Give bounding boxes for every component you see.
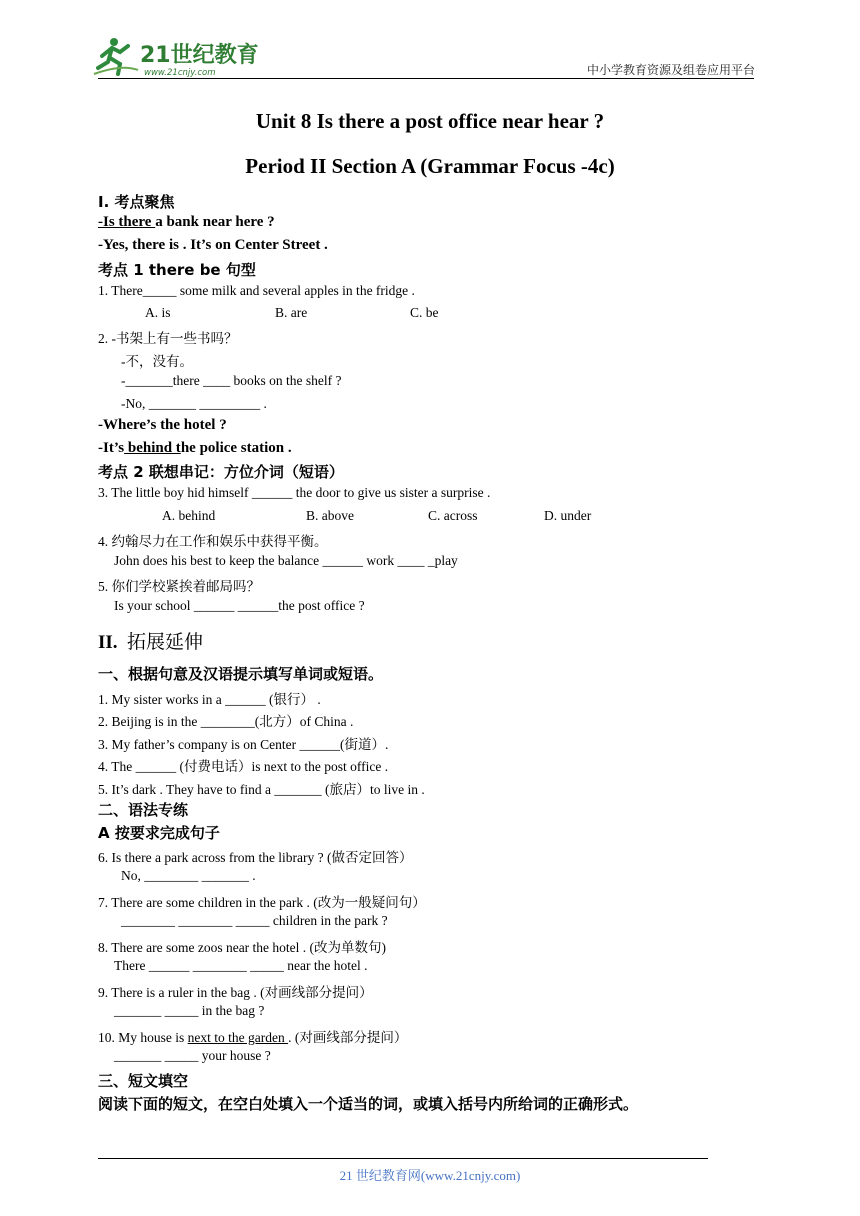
q8-answer-line: There ______ ________ _____ near the hotel . [114,958,368,973]
runner-logo-icon [92,34,262,78]
example-sentence-2: -Yes, there is . It’s on Center Street . [98,237,328,253]
footer-divider [98,1158,708,1159]
question-2: 2. -书架上有一些书吗？ [98,331,238,346]
q1-option-a: A. is [145,305,171,320]
point-2-heading: 考点 2 联想串记：方位介词（短语） [98,463,344,481]
grammar-question-10: 10. My house is next to the garden . (对画线部分提问） [98,1030,408,1045]
question-5: 5. 你们学校紧挨着邮局吗？ [98,579,260,594]
passage-instructions: 阅读下面的短文，在空白处填入一个适当的词，或填入括号内所给词的正确形式。 [98,1095,639,1113]
q3-option-b: B. above [306,508,354,523]
q2-line-2: -不，没有。 [121,354,193,369]
q4-line-2: John does his best to keep the balance ______ work ____ _play [114,553,458,568]
q1-option-b: B. are [275,305,308,320]
site-logo [92,34,262,78]
q7-answer-line: ________ ________ _____ children in the park ? [121,913,388,928]
grammar-section-heading: 二、语法专练 [98,801,189,819]
q2-line-4: -No, _______ _________ . [121,396,267,411]
grammar-question-6: 6. Is there a park across from the library ? (做否定回答） [98,850,413,865]
svg-text:www.21cnjy.com: www.21cnjy.com [144,68,216,78]
fill-question-1: 1. My sister works in a ______ (银行） . [98,692,321,707]
part1-heading: I. 考点聚焦 [98,193,175,211]
svg-text:21世纪教育: 21世纪教育 [140,43,259,68]
unit-title: Unit 8 Is there a post office near hear ? [255,109,605,133]
example-sentence-4: -It’s behind the police station . [98,440,292,456]
fill-section-heading: 一、根据句意及汉语提示填写单词或短语。 [98,665,384,683]
q3-option-d: D. under [544,508,592,523]
question-4: 4. 约翰尽力在工作和娱乐中获得平衡。 [98,534,328,549]
q6-answer-line: No, ________ _______ . [121,868,256,883]
q5-line-2: Is your school ______ ______the post office ? [114,598,365,613]
part2-heading: II. 拓展延伸 [98,631,204,653]
period-title: Period II Section A (Grammar Focus -4c) [245,154,615,178]
fill-question-4: 4. The ______ (付费电话）is next to the post office . [98,759,389,774]
question-3: 3. The little boy hid himself ______ the door to give us sister a surprise . [98,485,491,500]
q1-option-c: C. be [410,305,439,320]
example-sentence-3: -Where’s the hotel ? [98,417,227,433]
q9-answer-line: _______ _____ in the bag ? [114,1003,265,1018]
header-divider [98,78,754,79]
fill-question-3: 3. My father’s company is on Center ______(街道）. [98,737,389,752]
question-1: 1. There_____ some milk and several apples in the fridge . [98,283,415,298]
footer-link[interactable]: 21 世纪教育网(www.21cnjy.com) [339,1168,521,1183]
passage-section-heading: 三、短文填空 [98,1072,189,1090]
fill-question-2: 2. Beijing is in the ________(北方）of China . [98,714,354,729]
point-1-heading: 考点 1 there be 句型 [98,261,256,279]
grammar-question-9: 9. There is a ruler in the bag . (对画线部分提问） [98,985,373,1000]
q3-option-a: A. behind [162,508,216,523]
q10-answer-line: _______ _____ your house ? [114,1048,271,1063]
grammar-subsection-a: A 按要求完成句子 [98,824,220,842]
grammar-question-7: 7. There are some children in the park . (改为一般疑问句） [98,895,426,910]
example-sentence-1: -Is there a bank near here ? [98,214,275,230]
q2-line-3: -_______there ____ books on the shelf ? [121,373,342,388]
header-platform-text: 中小学教育资源及组卷应用平台 [586,63,755,77]
fill-question-5: 5. It’s dark . They have to find a _______ (旅店）to live in . [98,782,425,797]
q3-option-c: C. across [428,508,478,523]
grammar-question-8: 8. There are some zoos near the hotel . (改为单数句) [98,940,387,955]
